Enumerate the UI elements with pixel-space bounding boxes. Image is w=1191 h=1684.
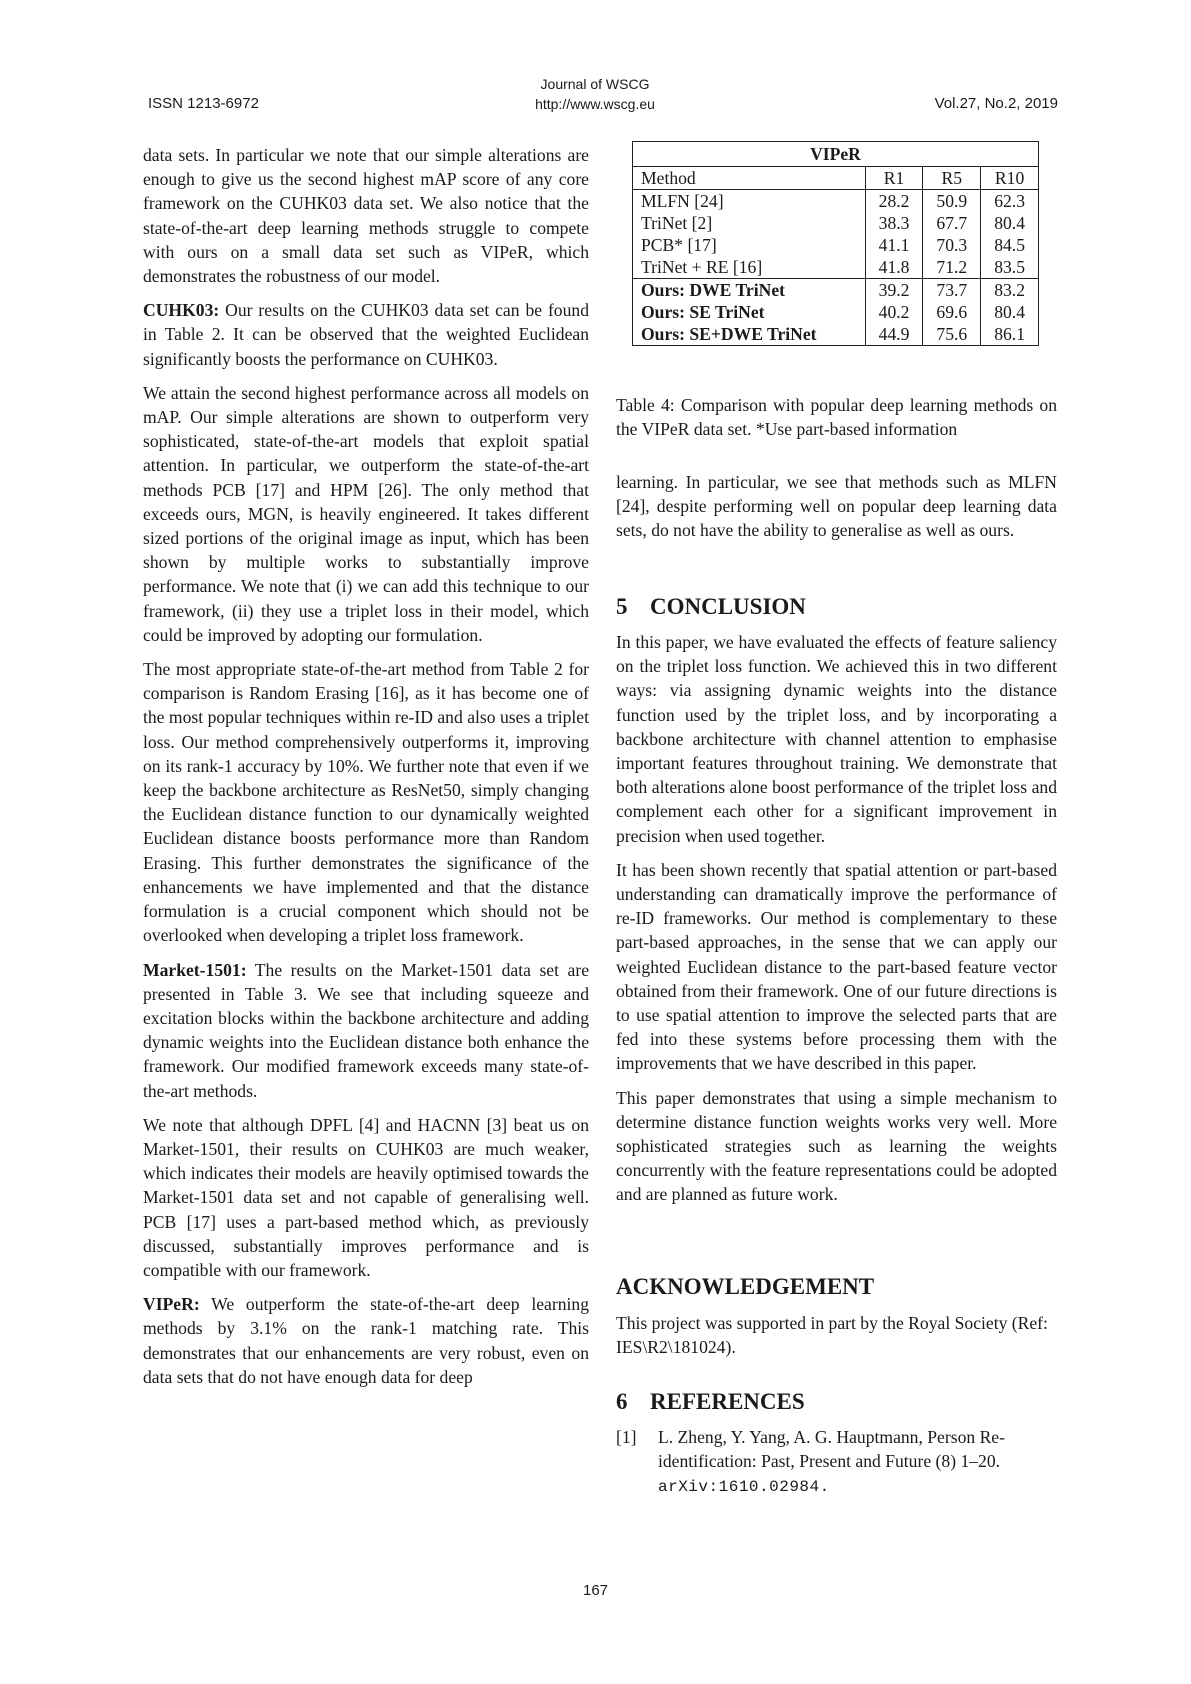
section-title: REFERENCES [650,1389,805,1414]
r5-cell: 50.9 [923,190,981,213]
conclusion-body [616,630,1057,1217]
paragraph: This project was supported in part by the Royal Society (Ref: IES\R2\181024). [616,1313,1048,1358]
journal-name: Journal of WSCG [540,76,650,92]
method-cell: TriNet [2] [633,212,866,234]
column-header: R5 [923,167,981,190]
r1-cell: 44.9 [865,323,923,346]
method-cell: Ours: DWE TriNet [633,279,866,302]
section-heading-references [616,1389,805,1415]
run-in-heading: Market-1501: [143,959,247,980]
table-row [633,256,1039,279]
viper-table [632,141,1039,346]
reference-body [658,1425,1057,1499]
volume-info: Vol.27, No.2, 2019 [934,95,1058,112]
table-caption: Table 4: Comparison with popular deep learning methods on the VIPeR data set. *Use part-based information [616,395,1057,439]
column-header: R10 [981,167,1039,190]
table-row [633,323,1039,346]
method-cell: PCB* [17] [633,234,866,256]
paragraph: data sets. In particular we note that our simple alterations are enough to give us the second highest mAP score of any core framework on the CUHK03 data set. We also notice that the state-of-the-art deep learning methods struggle to compete with ours on a small data set such as VIPeR, which demonstrates the robustness of our model. [143,145,589,287]
r10-cell: 86.1 [981,323,1039,346]
r10-cell: 62.3 [981,190,1039,213]
paragraph: We note that although DPFL [4] and HACNN [3] beat us on Market-1501, their results on CUHK03 are much weaker, which indicates their models are heavily optimised towards the Market-1501 data set and not capable of generalising well. PCB [17] uses a part-based method which, as previously discussed, substantially improves performance and is compatible with our framework. [143,1114,589,1280]
paragraph: learning. In particular, we see that methods such as MLFN [24], despite performing well on popular deep learning data sets, do not have the ability to generalise as well as ours. [616,472,1057,541]
section-number: 5 [616,594,628,619]
r1-cell: 40.2 [865,301,923,323]
table-row [633,279,1039,302]
issn: ISSN 1213-6972 [148,95,259,112]
table-row [633,301,1039,323]
left-column [143,143,589,1399]
r10-cell: 83.2 [981,279,1039,302]
r10-cell: 83.5 [981,256,1039,279]
journal-url[interactable]: http://www.wscg.eu [535,96,655,112]
results-table [632,141,1039,346]
paragraph-cuhk03 [143,298,589,371]
reference-item [616,1425,1057,1499]
r1-cell: 38.3 [865,212,923,234]
table-row [633,212,1039,234]
paragraph: It has been shown recently that spatial attention or part-based understanding can dramatically improve the performance of re-ID frameworks. Our method is complementary to these part-based approaches, in the sense that we can apply our weighted Euclidean distance to the part-based feature vector obtained from their framework. One of our future directions is to use spatial attention to improve the selected parts that are fed into these systems before processing them with the improvements that we have described in this paper. [616,859,1057,1074]
reference-list [616,1425,1057,1499]
section-title: CONCLUSION [650,594,806,619]
paragraph: This paper demonstrates that using a simple mechanism to determine distance function weights works very well. More sophisticated strategies such as learning the weights concurrently with the feature representations could be adopted and are planned as future work. [616,1087,1057,1205]
r5-cell: 70.3 [923,234,981,256]
section-heading-conclusion [616,594,806,620]
r1-cell: 41.8 [865,256,923,279]
r5-cell: 71.2 [923,256,981,279]
r1-cell: 39.2 [865,279,923,302]
table-title: VIPeR [633,142,1039,167]
paragraph-market1501 [143,958,589,1103]
section-number: 6 [616,1389,628,1414]
reference-label: [1] [616,1427,637,1447]
paragraph: We attain the second highest performance across all models on mAP. Our simple alterations are shown to outperform very sophisticated, state-of-the-art models that exploit spatial attention. In particular, we outperform the state-of-the-art methods PCB [17] and HPM [26]. The only method that exceeds ours, MGN, is heavily engineered. It takes different sized portions of the original image as input, which has been shown by multiple works to substantially improve performance. We note that (i) we can add this technique to our framework, (ii) they use a triplet loss in their model, which could be improved by adopting our formulation. [143,382,589,645]
page-number: 167 [582,1582,609,1599]
paragraph: In this paper, we have evaluated the effects of feature saliency on the triplet loss function. We achieved this in two different ways: via assigning dynamic weights into the distance function used by the triplet loss, and by incorporating a backbone architecture with channel attention to emphasise important features throughout training. We demonstrate that both alterations alone boost performance of the triplet loss and complement each other for a significant improvement in precision when used together. [616,632,1057,846]
method-cell: Ours: SE TriNet [633,301,866,323]
run-in-heading: VIPeR: [143,1294,200,1315]
method-cell: Ours: SE+DWE TriNet [633,323,866,346]
r5-cell: 73.7 [923,279,981,302]
paragraph: The most appropriate state-of-the-art method from Table 2 for comparison is Random Erasing [16], as it has become one of the most popular techniques within re-ID and also uses a triplet loss. Our method comprehensively outperforms it, improving on its rank-1 accuracy by 10%. We further note that even if we keep the backbone architecture as ResNet50, simply changing the Euclidean distance function to our dynamically weighted Euclidean distance boosts performance more than Random Erasing. This further demonstrates the significance of the enhancements we have implemented and that the distance formulation is a crucial component which should not be overlooked when developing a triplet loss framework. [143,659,589,946]
paragraph-text: We outperform the state-of-the-art deep learning methods by 3.1% on the rank-1 matching rate. This demonstrates that our enhancements are very robust, even on data sets that do not have enough data for deep [143,1294,589,1387]
acknowledgement-body [616,1311,1057,1369]
reference-text: L. Zheng, Y. Yang, A. G. Hauptmann, Person Re-identification: Past, Present and Future (8) 1–20. [658,1427,1005,1471]
column-header: Method [633,167,866,190]
paragraph-text: Our results on the CUHK03 data set can be found in Table 2. It can be observed that the weighted Euclidean significantly boosts the performance on CUHK03. [143,300,589,369]
r1-cell: 28.2 [865,190,923,213]
r5-cell: 67.7 [923,212,981,234]
r1-cell: 41.1 [865,234,923,256]
r5-cell: 69.6 [923,301,981,323]
table-header-row [633,167,1039,190]
paragraph-text: The results on the Market-1501 data set are presented in Table 3. We see that including squeeze and excitation blocks within the backbone architecture and adding dynamic weights into the Euclidean distance both enhance the framework. Our modified framework exceeds many state-of-the-art methods. [143,959,589,1101]
paragraph-viper [143,1292,589,1389]
method-cell: TriNet + RE [16] [633,256,866,279]
table-row [633,190,1039,213]
journal-header [480,74,710,114]
run-in-heading: CUHK03: [143,300,220,321]
column-header: R1 [865,167,923,190]
r10-cell: 80.4 [981,301,1039,323]
table-row [633,234,1039,256]
right-column [616,470,1057,553]
r10-cell: 80.4 [981,212,1039,234]
arxiv-link[interactable]: arXiv:1610.02984. [658,1478,830,1496]
section-heading-acknowledgement: ACKNOWLEDGEMENT [616,1274,875,1299]
r5-cell: 75.6 [923,323,981,346]
r10-cell: 84.5 [981,234,1039,256]
method-cell: MLFN [24] [633,190,866,213]
